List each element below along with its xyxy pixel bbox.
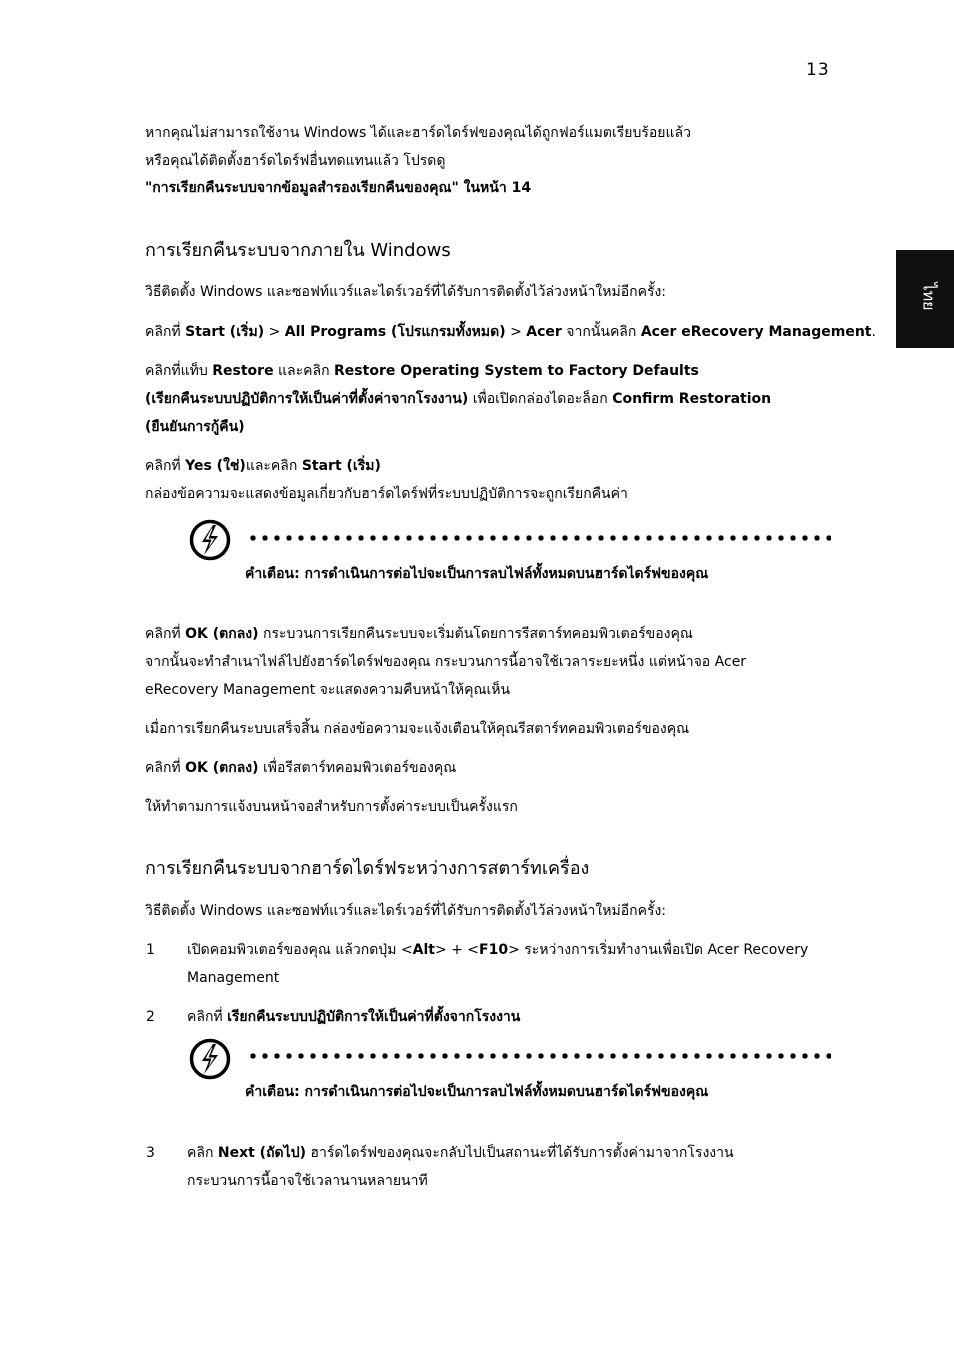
text: ฮาร์ดไดร์ฟของคุณจะกลับไปเป็นสถานะที่ได้รับการตั้งค่ามาจากโรงงาน [305, 1145, 734, 1161]
section1-step-restore-line1 [145, 357, 699, 385]
section1-step-ok-restart [145, 754, 456, 782]
text: และคลิก [273, 363, 335, 379]
intro-line-1: หากคุณไม่สามารถใช้งาน Windows ได้และฮาร์ดไดร์ฟของคุณได้ถูกฟอร์แมตเรียบร้อยแล้ว [145, 125, 691, 141]
confirm-restoration-thai-label: (ยืนยันการกู้คืน) [145, 419, 245, 435]
text: คลิกที่ [187, 1009, 228, 1025]
text: เพื่อรีสตาร์ทคอมพิวเตอร์ของคุณ [258, 760, 457, 776]
section2-step3-line2: กระบวนการนี้อาจใช้เวลานานหลายนาที [187, 1173, 428, 1189]
restore-os-thai-label: (เรียกคืนระบบปฏิบัติการให้เป็นค่าที่ตั้งค่าจากโรงงาน) [145, 391, 469, 407]
section2-step1-line1 [187, 936, 808, 964]
section1-complete: เมื่อการเรียกคืนระบบเสร็จสิ้น กล่องข้อความจะแจ้งเตือนให้คุณรีสตาร์ทคอมพิวเตอร์ของคุณ [145, 721, 690, 737]
next-label: Next (ถัดไป) [217, 1145, 306, 1161]
text: คลิกที่ [145, 458, 186, 474]
text: กระบวนการเรียกคืนระบบจะเริ่มต้นโดยการรีสตาร์ทคอมพิวเตอร์ของคุณ [258, 626, 693, 642]
section2-intro: วิธีติดตั้ง Windows และซอฟท์แวร์และไดร์เวอร์ที่ได้รับการติดตั้งไว้ล่วงหน้าใหม่อีกครั้ง: [145, 903, 667, 919]
step-number: 3 [146, 1145, 155, 1161]
language-tab-label: ไทย [919, 282, 939, 311]
text: คลิกที่ [145, 760, 186, 776]
text: เปิดคอมพิวเตอร์ของคุณ แล้วกดปุ่ม < [187, 942, 413, 958]
restore-tab-label: Restore [212, 363, 274, 379]
start-label: Start (เริ่ม) [301, 458, 381, 474]
restore-os-label: Restore Operating System to Factory Defaults [334, 363, 699, 379]
ok-label: OK (ตกลง) [185, 626, 259, 642]
step-number: 2 [146, 1009, 155, 1025]
section1-heading: การเรียกคืนระบบจากภายใน Windows [145, 240, 451, 261]
section2-step1-line2: Management [187, 970, 280, 986]
yes-label: Yes (ใช่) [185, 458, 246, 474]
warning-lightning-icon [189, 519, 231, 561]
section1-step-yes [145, 452, 381, 480]
language-tab [896, 250, 954, 348]
intro-line-2: หรือคุณได้ติดตั้งฮาร์ดไดร์ฟอื่นทดแทนแล้ว โปรดดู [145, 153, 446, 169]
acer-label: Acer [526, 324, 562, 340]
text: คลิกที่ [145, 324, 186, 340]
f10-key-label: F10 [479, 942, 509, 958]
text: และคลิก [245, 458, 302, 474]
separator: > [505, 324, 527, 340]
warning-text: คำเตือน: การดำเนินการต่อไปจะเป็นการลบไฟล์ทั้งหมดบนฮาร์ดไดร์ฟของคุณ [245, 566, 709, 582]
section1-intro: วิธีติดตั้ง Windows และซอฟท์แวร์และไดร์เวอร์ที่ได้รับการติดตั้งไว้ล่วงหน้าใหม่อีกครั้ง: [145, 284, 667, 300]
warning-text: คำเตือน: การดำเนินการต่อไปจะเป็นการลบไฟล์ทั้งหมดบนฮาร์ดไดร์ฟของคุณ [245, 1084, 709, 1100]
confirm-restoration-label: Confirm Restoration [612, 391, 772, 407]
text: . [871, 324, 876, 340]
section2-step3-line1 [187, 1139, 734, 1167]
warning-divider [247, 1053, 831, 1059]
ok-label: OK (ตกลง) [185, 760, 259, 776]
all-programs-label: All Programs (โปรแกรมทั้งหมด) [284, 324, 506, 340]
text: คลิก [187, 1145, 218, 1161]
text: เพื่อเปิดกล่องไดอะล็อก [468, 391, 613, 407]
section1-first-setup: ให้ทำตามการแจ้งบนหน้าจอสำหรับการตั้งค่าระบบเป็นครั้งแรก [145, 799, 518, 815]
restore-factory-label: เรียกคืนระบบปฏิบัติการให้เป็นค่าที่ตั้งจากโรงงาน [227, 1009, 521, 1025]
section1-step-ok-line2: จากนั้นจะทำสำเนาไฟล์ไปยังฮาร์ดไดร์ฟของคุณ กระบวนการนี้อาจใช้เวลาระยะหนึ่ง แต่หน้าจอ Acer [145, 654, 747, 670]
text: > + < [434, 942, 480, 958]
text: > ระหว่างการเริ่มทำงานเพื่อเปิด Acer Recovery [508, 942, 809, 958]
erecovery-label: Acer eRecovery Management [640, 324, 872, 340]
page-number: 13 [806, 60, 830, 80]
section2-heading: การเรียกคืนระบบจากฮาร์ดไดร์ฟระหว่างการสตาร์ทเครื่อง [145, 858, 590, 879]
section1-step-yes-line2: กล่องข้อความจะแสดงข้อมูลเกี่ยวกับฮาร์ดไดร์ฟที่ระบบปฏิบัติการจะถูกเรียกคืนค่า [145, 486, 628, 502]
text: คลิกที่แท็บ [145, 363, 213, 379]
section1-step-start [145, 318, 876, 346]
intro-reference-link[interactable]: "การเรียกคืนระบบจากข้อมูลสำรองเรียกคืนของคุณ" ในหน้า 14 [145, 180, 532, 196]
text: จากนั้นคลิก [561, 324, 641, 340]
section1-step-ok-line1 [145, 620, 693, 648]
step-number: 1 [146, 942, 155, 958]
alt-key-label: Alt [412, 942, 435, 958]
warning-lightning-icon [189, 1038, 231, 1080]
section2-step2 [187, 1003, 520, 1031]
section1-step-restore-line2 [145, 385, 771, 413]
intro-reference[interactable] [145, 174, 531, 202]
section1-step-restore-line3 [145, 413, 245, 441]
separator: > [264, 324, 285, 340]
start-label: Start (เริ่ม) [185, 324, 265, 340]
warning-divider [247, 535, 831, 541]
text: คลิกที่ [145, 626, 186, 642]
section1-step-ok-line3: eRecovery Management จะแสดงความคืบหน้าให้คุณเห็น [145, 682, 511, 698]
